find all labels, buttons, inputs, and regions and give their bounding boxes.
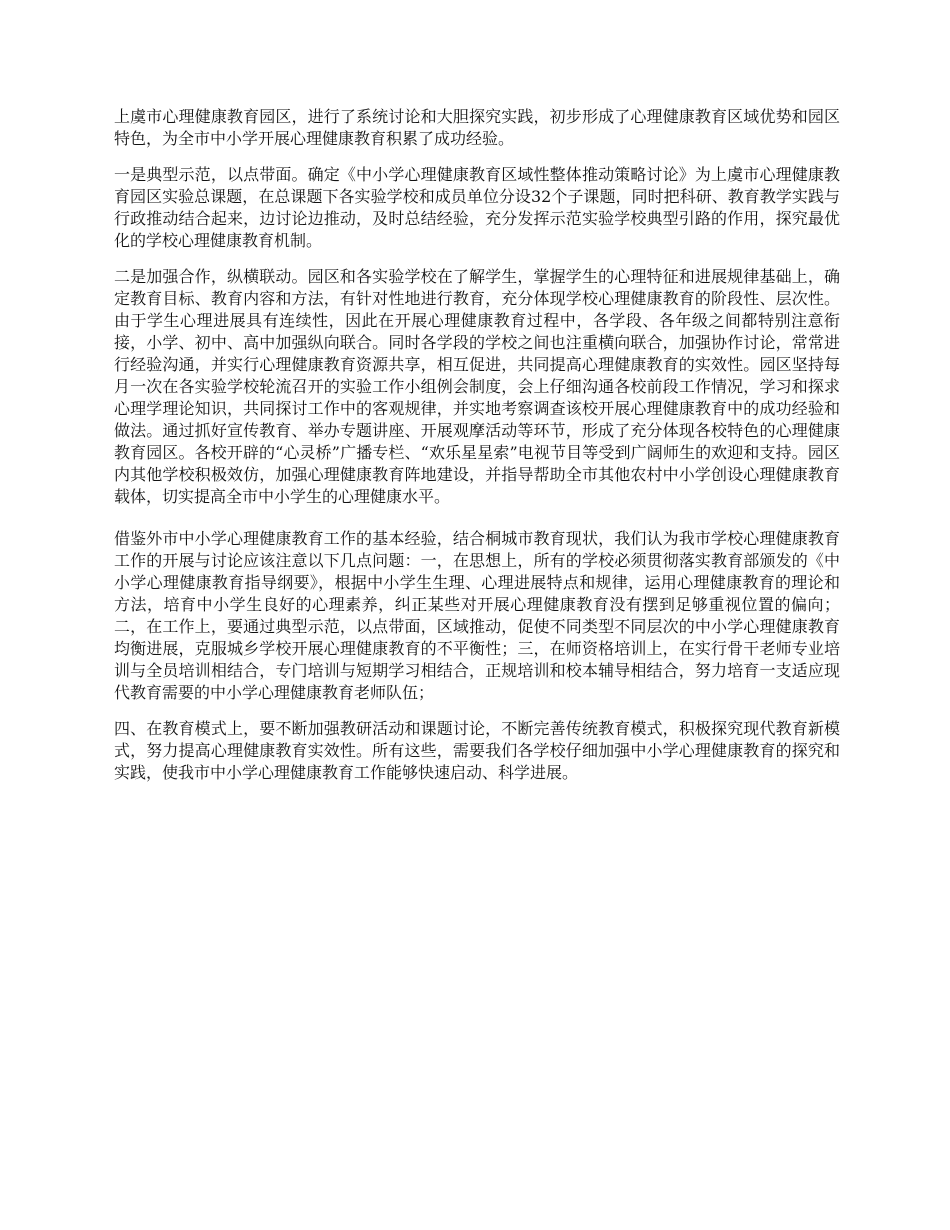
- paragraph-intro: 上虞市心理健康教育园区，进行了系统讨论和大胆探究实践，初步形成了心理健康教育区域优势和园区特色，为全市中小学开展心理健康教育积累了成功经验。: [114, 107, 840, 148]
- paragraph-education-mode: 四、在教育模式上，要不断加强教研活动和课题讨论，不断完善传统教育模式，积极探究现代教育新模式，努力提高心理健康教育实效性。所有这些，需要我们各学校仔细加强中小学心理健康教育的探究和实践，使我市中小学心理健康教育工作能够快速启动、科学进展。: [114, 719, 840, 782]
- document-body: [114, 106, 840, 798]
- paragraph-cooperation: 二是加强合作，纵横联动。园区和各实验学校在了解学生，掌握学生的心理特征和进展规律基础上，确定教育目标、教育内容和方法，有针对性地进行教育，充分体现学校心理健康教育的阶段性、层次性。由于学生心理进展具有连续性，因此在开展心理健康教育过程中，各学段、各年级之间都特别注意衔接，小学、初中、高中加强纵向联合。同时各学段的学校之间也注重横向联合，加强协作讨论，常常进行经验沟通，并实行心理健康教育资源共享，相互促进，共同提高心理健康教育的实效性。园区坚持每月一次在各实验学校轮流召开的实验工作小组例会制度，会上仔细沟通各校前段工作情况，学习和探求心理学理论知识，共同探讨工作中的客观规律，并实地考察调查该校开展心理健康教育中的成功经验和做法。通过抓好宣传教育、举办专题讲座、开展观摩活动等环节，形成了充分体现各校特色的心理健康教育园区。各校开辟的“心灵桥”广播专栏、“欢乐星星索”电视节目等受到广阔师生的欢迎和支持。园区内其他学校积极效仿，加强心理健康教育阵地建设，并指导帮助全市其他农村中小学创设心理健康教育载体，切实提高全市中小学生的心理健康水平。: [114, 267, 840, 506]
- paragraph-typical-demo: 一是典型示范，以点带面。确定《中小学心理健康教育区域性整体推动策略讨论》为上虞市心理健康教育园区实验总课题，在总课题下各实验学校和成员单位分设32个子课题，同时把科研、教育教学实践与行政推动结合起来，边讨论边推动，及时总结经验，充分发挥示范实验学校典型引路的作用，探究最优化的学校心理健康教育机制。: [114, 165, 840, 250]
- paragraph-experience: 借鉴外市中小学心理健康教育工作的基本经验，结合桐城市教育现状，我们认为我市学校心理健康教育工作的开展与讨论应该注意以下几点问题：一，在思想上，所有的学校必须贯彻落实教育部颁发的《中小学心理健康教育指导纲要》，根据中小学生生理、心理进展特点和规律，运用心理健康教育的理论和方法，培育中小学生良好的心理素养，纠正某些对开展心理健康教育没有摆到足够重视位置的偏向；二，在工作上，要通过典型示范，以点带面，区域推动，促使不同类型不同层次的中小学心理健康教育均衡进展，克服城乡学校开展心理健康教育的不平衡性；三，在师资格培训上，在实行骨干老师专业培训与全员培训相结合，专门培训与短期学习相结合，正规培训和校本辅导相结合，努力培育一支适应现代教育需要的中小学心理健康教育老师队伍；: [114, 529, 840, 702]
